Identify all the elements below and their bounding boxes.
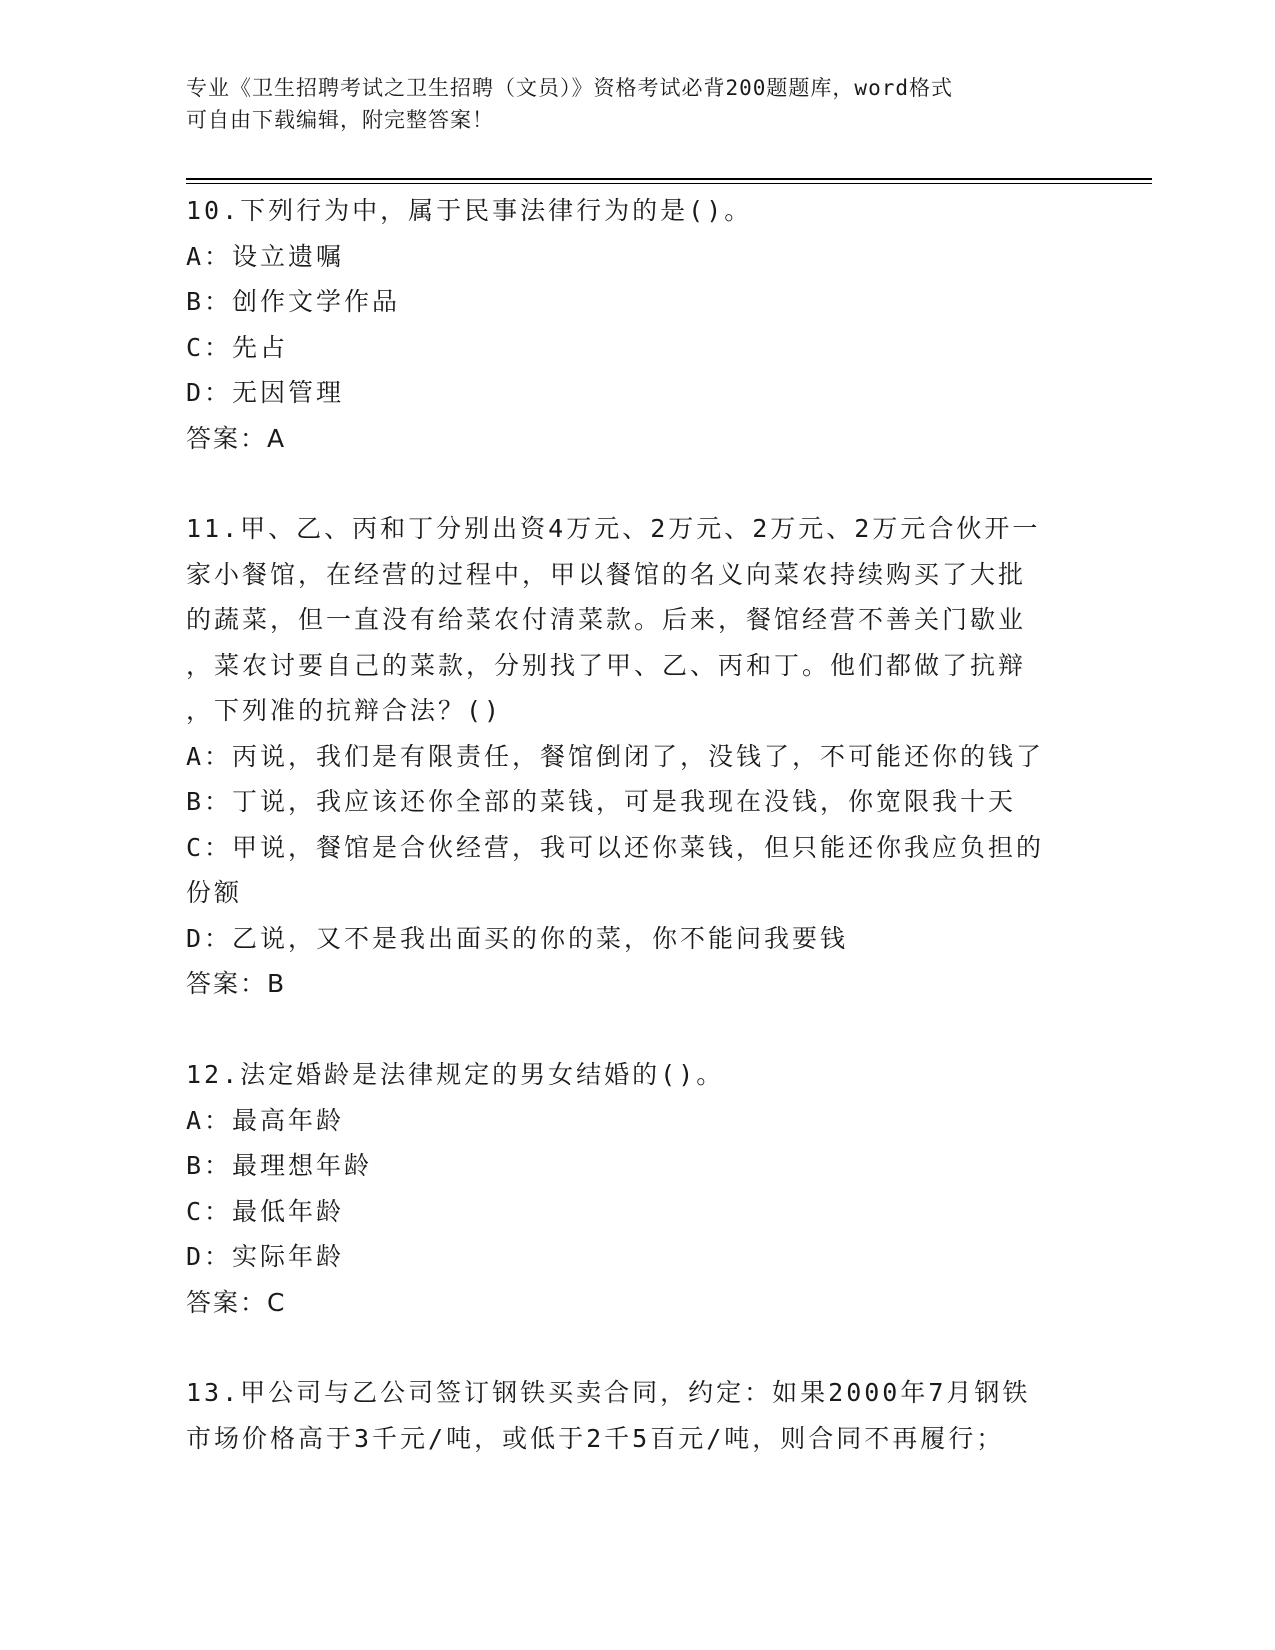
option-b: B：创作文学作品 <box>186 287 401 316</box>
question-stem: 12.法定婚龄是法律规定的男女结婚的()。 <box>186 1060 725 1089</box>
header-line-2: 可自由下载编辑，附完整答案！ <box>186 108 494 132</box>
question-11 <box>186 506 1086 1007</box>
option-b: B：丁说，我应该还你全部的菜钱，可是我现在没钱，你宽限我十天 <box>186 787 1017 816</box>
document-header <box>186 72 1066 136</box>
option-c: C：最低年龄 <box>186 1196 345 1226</box>
question-stem: ，下列准的抗辩合法？() <box>186 696 503 725</box>
option-a: A：设立遗嘱 <box>186 241 345 271</box>
option-c: C：甲说，餐馆是合伙经营，我可以还你菜钱，但只能还你我应负担的 <box>186 832 1045 862</box>
header-rule-thin <box>186 183 1152 184</box>
question-stem: ，菜农讨要自己的菜款，分别找了甲、乙、丙和丁。他们都做了抗辩 <box>186 650 1027 680</box>
answer: 答案：A <box>186 423 287 453</box>
option-d: D：无因管理 <box>186 378 345 407</box>
question-stem: 的蔬菜，但一直没有给菜农付清菜款。后来，餐馆经营不善关门歇业 <box>186 605 1027 634</box>
question-12 <box>186 1052 1086 1325</box>
option-a: A：最高年龄 <box>186 1105 345 1135</box>
option-b: B：最理想年龄 <box>186 1151 373 1180</box>
question-stem: 家小餐馆，在经营的过程中，甲以餐馆的名义向菜农持续购买了大批 <box>186 559 1027 589</box>
header-line-1: 专业《卫生招聘考试之卫生招聘（文员）》资格考试必背200题题库，word格式 <box>186 76 953 100</box>
option-d: D：乙说，又不是我出面买的你的菜，你不能问我要钱 <box>186 923 849 953</box>
option-a: A：丙说，我们是有限责任，餐馆倒闭了，没钱了，不可能还你的钱了 <box>186 741 1045 771</box>
option-c: C：先占 <box>186 332 289 362</box>
question-10 <box>186 188 1086 461</box>
answer: 答案：B <box>186 969 287 998</box>
question-stem: 10.下列行为中，属于民事法律行为的是()。 <box>186 196 753 225</box>
question-stem: 11.甲、乙、丙和丁分别出资4万元、2万元、2万元、2万元合伙开一 <box>186 514 1041 543</box>
question-13 <box>186 1370 1086 1461</box>
question-stem: 市场价格高于3千元/吨，或低于2千5百元/吨，则合同不再履行； <box>186 1423 1005 1453</box>
answer: 答案：C <box>186 1287 287 1317</box>
header-rule-thick <box>186 178 1152 180</box>
option-d: D：实际年龄 <box>186 1242 345 1271</box>
option-c-continued: 份额 <box>186 878 243 907</box>
question-stem: 13.甲公司与乙公司签订钢铁买卖合同，约定：如果2000年7月钢铁 <box>186 1378 1031 1407</box>
